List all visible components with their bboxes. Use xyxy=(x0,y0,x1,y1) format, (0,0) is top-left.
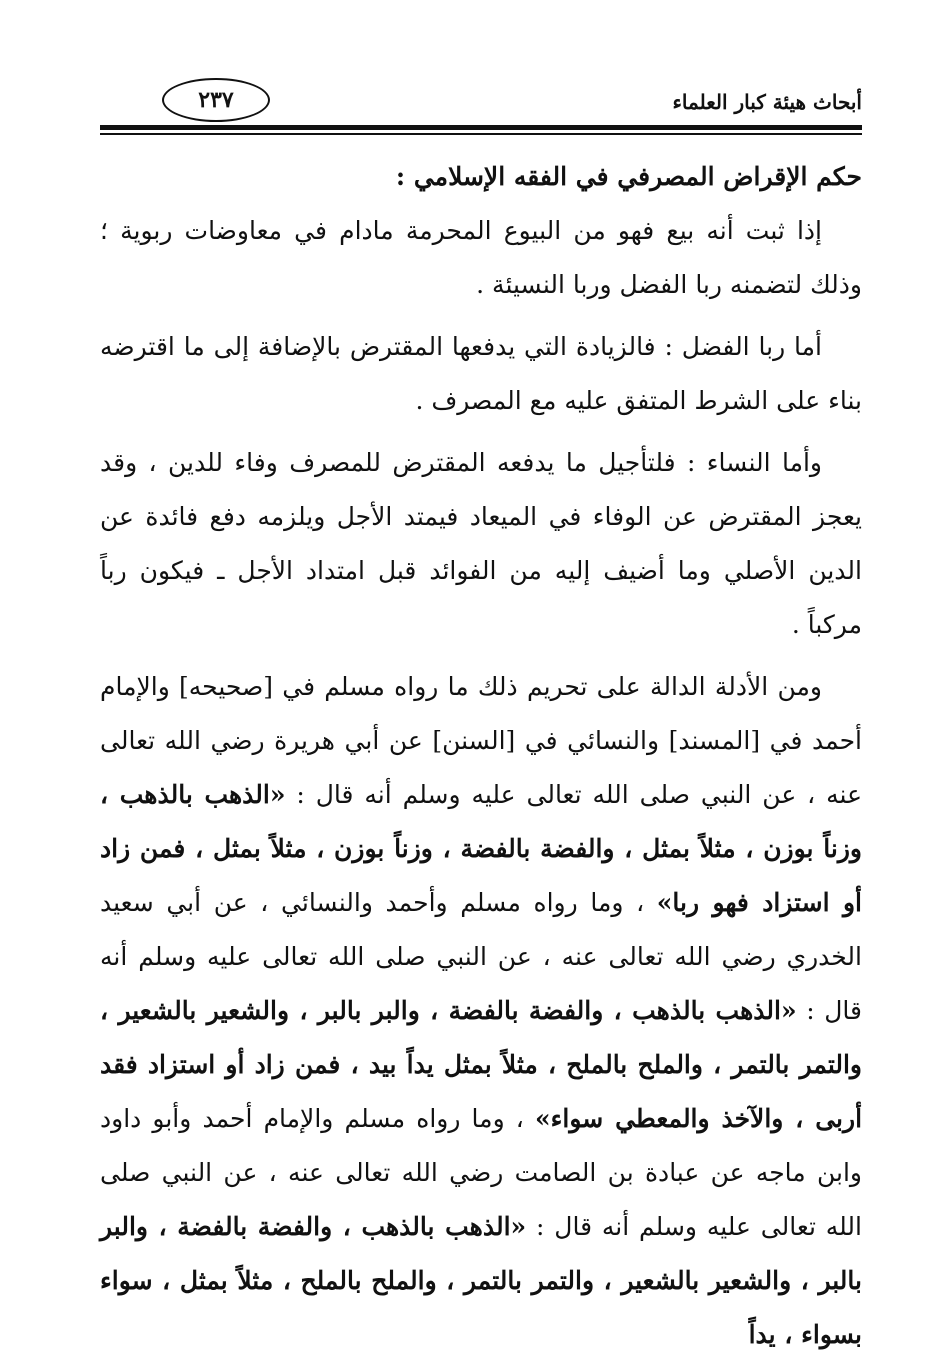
running-header xyxy=(100,78,862,126)
paragraph-4-mid-1: ، وما رواه مسلم وأحمد والنسائي ، عن أبي سعيد الخدري رضي الله تعالى عنه ، عن النبي صلى الله تعالى عليه وسلم أنه قال : xyxy=(100,888,862,1025)
page-number-badge xyxy=(162,78,270,122)
paragraph-3: وأما النساء : فلتأجيل ما يدفعه المقترض للمصرف وفاء للدين ، وقد يعجز المقترض عن الوفاء في الميعاد فيمتد الأجل ويلزمه دفع فائدة عن الدين الأصلي وما أضيف إليه من الفوائد قبل امتداد الأجل ـ فيكون رباً مركباً . xyxy=(100,448,862,639)
paragraph-2: أما ربا الفضل : فالزيادة التي يدفعها المقترض بالإضافة إلى ما اقترضه بناء على الشرط المتفق عليه مع المصرف . xyxy=(100,332,862,415)
header-rule-thick xyxy=(100,125,862,130)
section-heading: حكم الإقراض المصرفي في الفقه الإسلامي : xyxy=(395,162,862,191)
hadith-3: «الذهب بالذهب ، والفضة بالفضة ، والبر بالبر ، والشعير بالشعير ، والتمر بالتمر ، والملح بالملح ، مثلاً بمثل ، سواء بسواء ، يداً xyxy=(100,1212,862,1349)
paragraph-4 xyxy=(100,660,862,1362)
hadith-2: «الذهب بالذهب ، والفضة بالفضة ، والبر بالبر ، والشعير بالشعير ، والتمر بالتمر ، والملح بالملح ، مثلاً بمثل يداً بيد ، فمن زاد أو استزاد فقد أربى ، والآخذ والمعطي سواء» xyxy=(100,996,863,1133)
running-title: أبحاث هيئة كبار العلماء xyxy=(672,90,862,114)
header-rule-thin xyxy=(100,133,862,135)
hadith-1: «الذهب بالذهب ، وزناً بوزن ، مثلاً بمثل ، والفضة بالفضة ، وزناً بوزن ، مثلاً بمثل ، فمن زاد أو استزاد فهو ربا» xyxy=(100,780,862,917)
page-body xyxy=(100,150,862,1362)
paragraph-4-intro: ومن الأدلة الدالة على تحريم ذلك ما رواه مسلم في [صحيحه] والإمام أحمد في [المسند] والنسائي في [السنن] عن أبي هريرة رضي الله تعالى عنه ، عن النبي صلى الله تعالى عليه وسلم أنه قال : xyxy=(100,672,862,809)
paragraph-4-mid-2: ، وما رواه مسلم والإمام أحمد وأبو داود وابن ماجه عن عبادة بن الصامت رضي الله تعالى عنه ، عن النبي صلى الله تعالى عليه وسلم أنه قال : xyxy=(100,1104,862,1241)
page-number: ٢٣٧ xyxy=(198,87,234,113)
paragraph-1: إذا ثبت أنه بيع فهو من البيوع المحرمة مادام في معاوضات ربوية ؛ وذلك لتضمنه ربا الفضل وربا النسيئة . xyxy=(100,216,862,299)
